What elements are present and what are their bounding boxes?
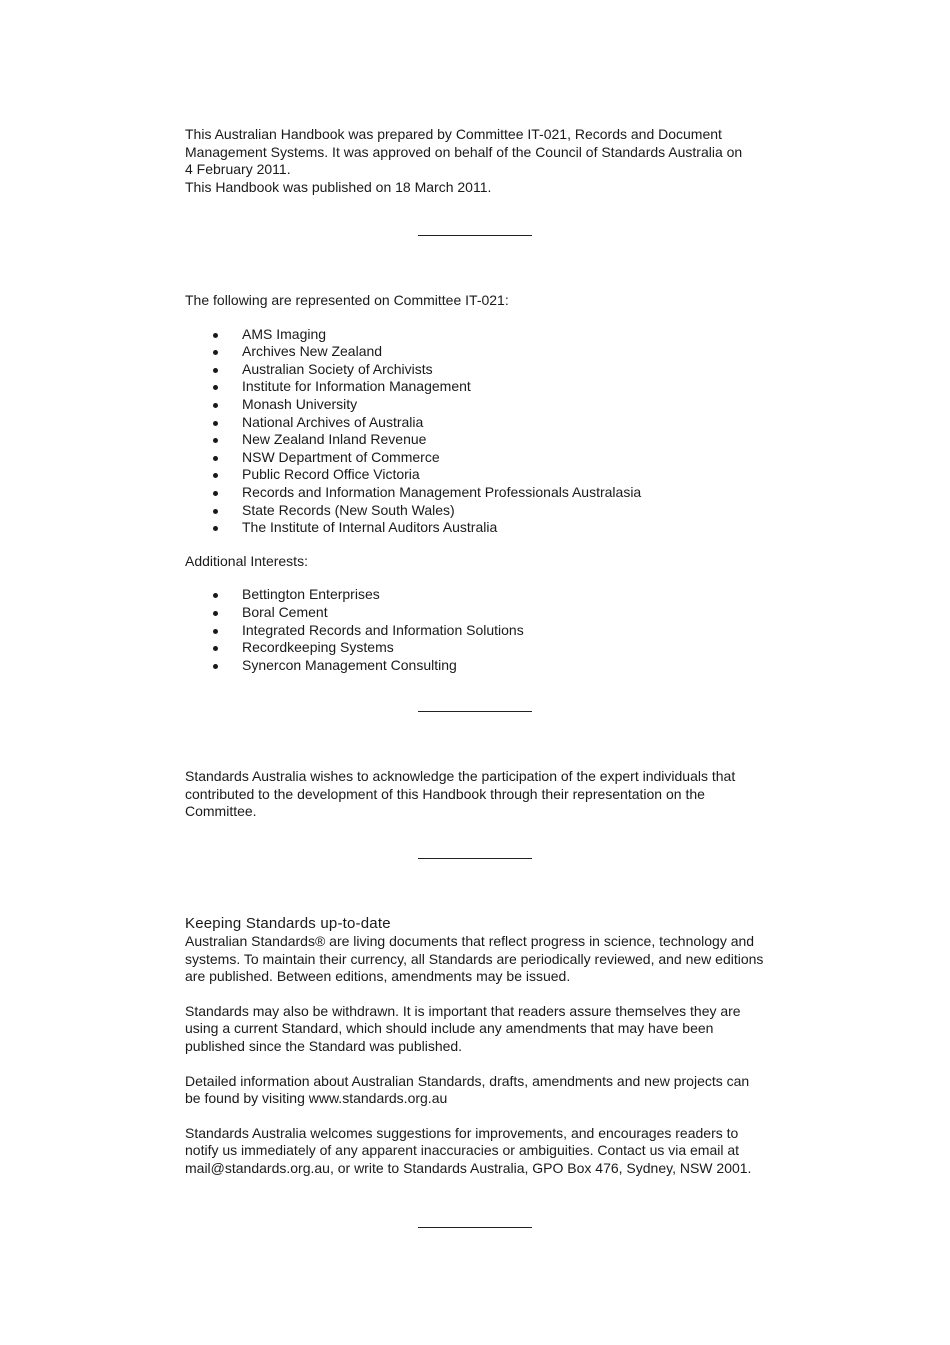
preparation-line: Management Systems. It was approved on behalf of the Council of Standards Australia on — [185, 143, 743, 160]
keeping-standards-block — [185, 915, 775, 1178]
bullet-icon — [213, 646, 218, 651]
list-item: NSW Department of Commerce — [185, 449, 775, 467]
bullet-icon — [213, 473, 218, 478]
paragraph: Australian Standards® are living documents that reflect progress in science, technology and systems. To maintain their currency, all Standards are periodically reviewed, and new editions are published. Between editions, amendments may be issued. — [185, 933, 764, 985]
list-item: National Archives of Australia — [185, 414, 775, 432]
list-item: Synercon Management Consulting — [185, 657, 775, 675]
section-heading: Keeping Standards up-to-date — [185, 915, 391, 932]
list-item: State Records (New South Wales) — [185, 502, 775, 520]
section-divider — [418, 858, 532, 859]
committee-member-list — [185, 326, 775, 537]
acknowledgement-line: Committee. — [185, 803, 257, 820]
paragraph: Standards may also be withdrawn. It is important that readers assure themselves they are using a current Standard, which should include any amendments that may have been published since the Standard was published. — [185, 1002, 741, 1054]
paragraph: Standards Australia welcomes suggestions for improvements, and encourages readers to notify us immediately of any apparent inaccuracies or ambiguities. Contact us via email at mail@standards.org.au, or write to Standards Australia, GPO Box 476, Sydney, NSW 2001. — [185, 1124, 752, 1176]
preparation-line: This Australian Handbook was prepared by Committee IT-021, Records and Document — [185, 126, 722, 142]
list-item: Records and Information Management Professionals Australasia — [185, 484, 775, 502]
list-item: Bettington Enterprises — [185, 586, 775, 604]
paragraph: Detailed information about Australian Standards, drafts, amendments and new projects can be found by visiting www.standards.org.au — [185, 1072, 750, 1107]
additional-interests-label: Additional Interests: — [185, 552, 308, 569]
section-divider — [418, 235, 532, 236]
list-item: Australian Society of Archivists — [185, 361, 775, 379]
committee-block — [185, 292, 775, 674]
section-divider — [418, 711, 532, 712]
bullet-icon — [213, 664, 218, 669]
bullet-icon — [213, 403, 218, 408]
acknowledgement-line: contributed to the development of this Handbook through their representation on the — [185, 785, 705, 802]
bullet-icon — [213, 593, 218, 598]
bullet-icon — [213, 333, 218, 338]
list-item: Archives New Zealand — [185, 343, 775, 361]
list-item: Institute for Information Management — [185, 378, 775, 396]
bullet-icon — [213, 456, 218, 461]
bullet-icon — [213, 509, 218, 514]
bullet-icon — [213, 385, 218, 390]
list-item: Monash University — [185, 396, 775, 414]
bullet-icon — [213, 368, 218, 373]
bullet-icon — [213, 438, 218, 443]
preparation-block — [185, 126, 775, 196]
publication-line: This Handbook was published on 18 March 2011. — [185, 178, 492, 195]
list-item: AMS Imaging — [185, 326, 775, 344]
bullet-icon — [213, 611, 218, 616]
section-divider — [418, 1227, 532, 1228]
list-item: Integrated Records and Information Solutions — [185, 622, 775, 640]
list-item: Public Record Office Victoria — [185, 466, 775, 484]
committee-intro: The following are represented on Committee IT-021: — [185, 292, 509, 308]
bullet-icon — [213, 350, 218, 355]
bullet-icon — [213, 421, 218, 426]
additional-interests-list — [185, 586, 775, 674]
bullet-icon — [213, 526, 218, 531]
preparation-line: 4 February 2011. — [185, 161, 291, 178]
list-item: New Zealand Inland Revenue — [185, 431, 775, 449]
list-item: Boral Cement — [185, 604, 775, 622]
acknowledgement-line: Standards Australia wishes to acknowledge the participation of the expert individuals that — [185, 768, 736, 784]
list-item: Recordkeeping Systems — [185, 639, 775, 657]
acknowledgement-block — [185, 768, 775, 821]
bullet-icon — [213, 491, 218, 496]
list-item: The Institute of Internal Auditors Australia — [185, 519, 775, 537]
bullet-icon — [213, 629, 218, 634]
